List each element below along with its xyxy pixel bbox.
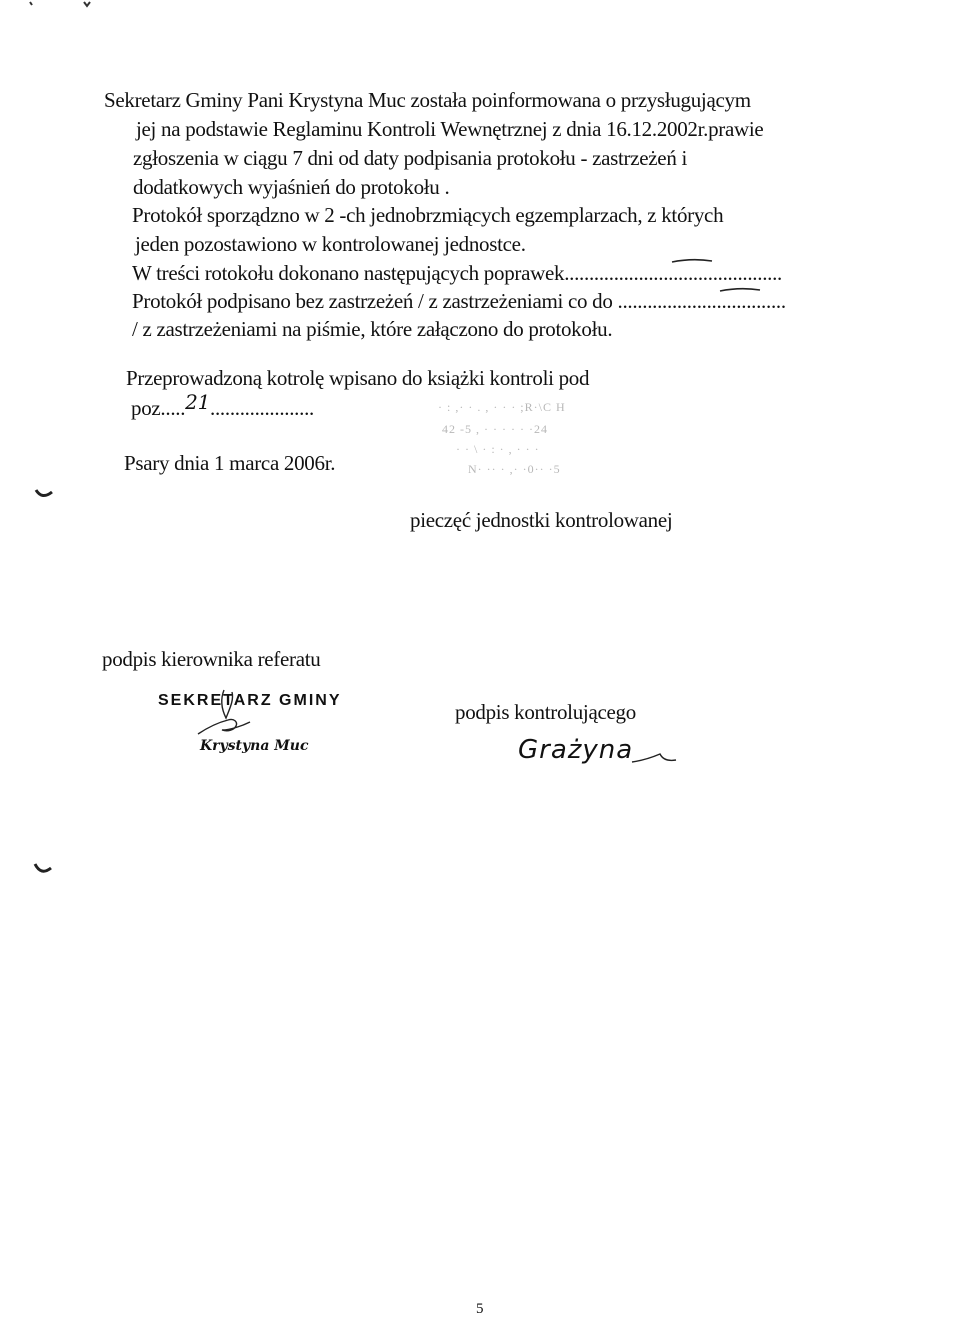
faint-office-stamp: · : ,· · . , · · · ;R·\C H 42 -5 , · · · · · ·24 · · \ · : · , · · · N· ·· · ,· ·0·· ·5 <box>438 400 566 476</box>
body-line-1: Sekretarz Gminy Pani Krystyna Muc została poinformowana o przysługującym <box>104 88 751 112</box>
page-number: 5 <box>476 1301 484 1317</box>
book-entry-suffix: ..................... <box>210 396 314 420</box>
body-line-4: dodatkowych wyjaśnień do protokołu . <box>133 175 450 199</box>
body-line-7: W treści rotokołu dokonano następujących poprawek............................................ <box>132 261 782 285</box>
body-line-6: jeden pozostawiono w kontrolowanej jednostce. <box>135 232 526 256</box>
secretary-stamp <box>158 688 388 758</box>
signature-left-caption: podpis kierownika referatu <box>102 647 321 671</box>
body-line-9: / z zastrzeżeniami na piśmie, które załączono do protokołu. <box>132 317 613 341</box>
body-line-3: zgłoszenia w ciągu 7 dni od daty podpisania protokołu - zastrzeżeń i <box>133 146 688 170</box>
body-line-8: Protokół podpisano bez zastrzeżeń / z zastrzeżeniami co do .................................. <box>132 289 786 313</box>
signature-right-caption: podpis kontrolującego <box>455 700 636 724</box>
book-entry-line-1: Przeprowadzoną kotrolę wpisano do książki kontroli pod <box>126 366 590 390</box>
inspector-signature-tail <box>630 750 680 766</box>
handwritten-dash-1 <box>668 256 718 268</box>
inspector-signature: Grażyna <box>518 735 634 765</box>
secretary-stamp-title: SEKRETARZ GMINY <box>158 692 342 709</box>
handwritten-position-number: 21 <box>185 390 211 414</box>
book-entry-prefix: poz..... <box>131 396 186 420</box>
secretary-signature <box>188 688 268 744</box>
handwritten-dash-2 <box>716 284 766 296</box>
scan-mark-left-1 <box>33 484 55 502</box>
book-entry-line-2 <box>131 390 314 420</box>
scan-mark-left-2 <box>32 860 54 878</box>
body-line-2: jej na podstawie Reglaminu Kontroli Wewnętrznej z dnia 16.12.2002r.prawie <box>136 117 764 141</box>
scan-mark-top-left <box>22 0 112 12</box>
place-date: Psary dnia 1 marca 2006r. <box>124 451 336 475</box>
stamp-caption: pieczęć jednostki kontrolowanej <box>410 508 673 532</box>
secretary-stamp-name: Krystyna Muc <box>200 738 309 754</box>
body-line-5: Protokół sporządzno w 2 -ch jednobrzmiących egzemplarzach, z których <box>132 203 724 227</box>
